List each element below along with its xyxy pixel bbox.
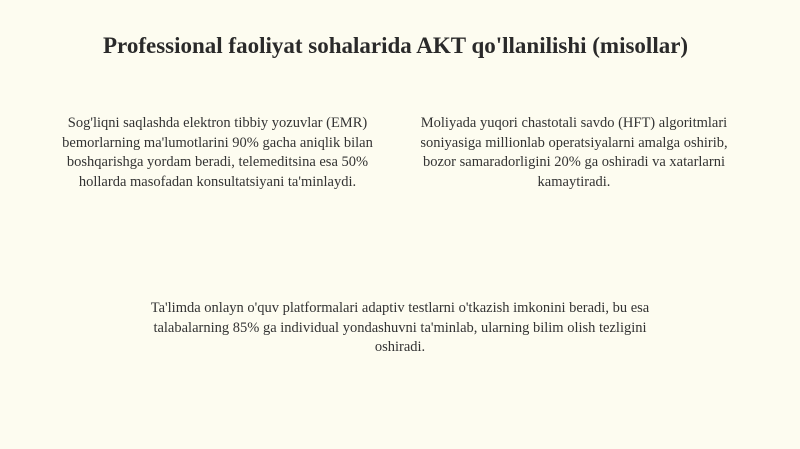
education-paragraph: Ta'limda onlayn o'quv platformalari adaptiv testlarni o'tkazish imkonini beradi, bu esa talabalarning 85% ga individual yondashuvni ta'minlab, ularning bilim olish tezligini oshiradi.	[150, 300, 650, 355]
finance-paragraph: Moliyada yuqori chastotali savdo (HFT) algoritmlari soniyasiga millionlab operatsiyalarni amalga oshirib, bozor samaradorligini 20% ga oshiradi va xatarlarni kamaytiradi.	[420, 115, 728, 190]
slide-title: Professional faoliyat sohalarida AKT qo'llanilishi (misollar)	[103, 33, 689, 58]
health-paragraph: Sog'liqni saqlashda elektron tibbiy yozuvlar (EMR) bemorlarning ma'lumotlarini 90% gacha aniqlik bilan boshqarishga yordam beradi, telemeditsina esa 50% hollarda masofadan konsultatsiyani ta'minlaydi.	[62, 115, 373, 190]
